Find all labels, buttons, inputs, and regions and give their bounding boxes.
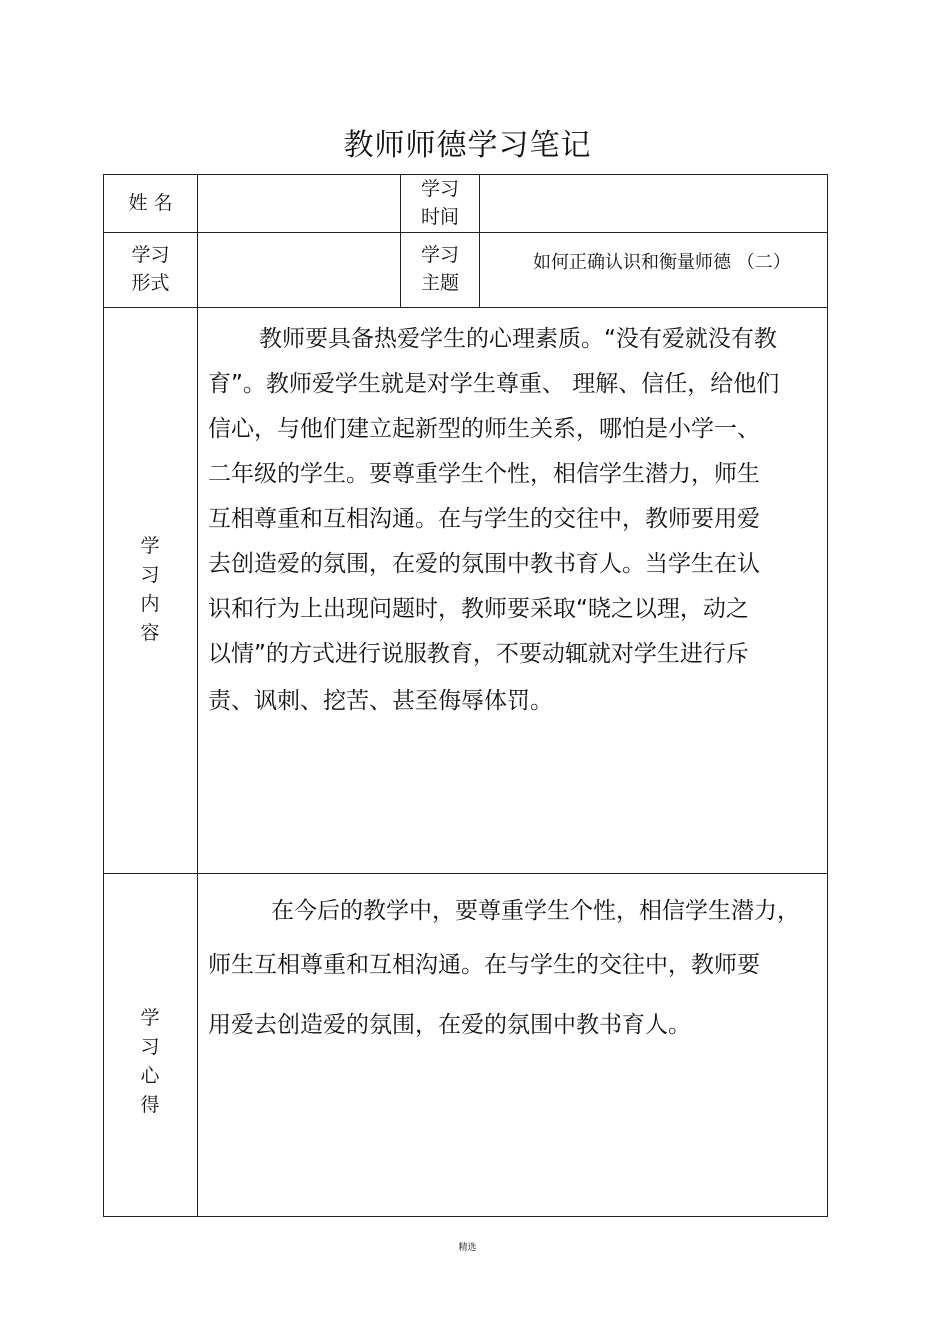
reflection-line: 师生互相尊重和互相沟通。在与学生的交往中，教师要 [208, 952, 760, 978]
study-content-label: 学习内容 [140, 535, 160, 644]
content-line: 识和行为上出现问题时，教师要采取“晓之以理，动之 [208, 596, 749, 622]
content-line: 互相尊重和互相沟通。在与学生的交往中，教师要用爱 [208, 506, 760, 532]
content-line: 二年级的学生。要尊重学生个性，相信学生潜力，师生 [208, 461, 760, 487]
row-divider-1 [103, 232, 828, 233]
study-reflection-label: 学习心得 [140, 1007, 160, 1116]
row-divider-3 [103, 873, 828, 874]
study-topic-label [401, 241, 479, 297]
study-time-label [401, 175, 479, 231]
name-label: 姓 名 [128, 192, 173, 214]
reflection-line: 在今后的教学中，要尊重学生个性，相信学生潜力， [271, 898, 800, 924]
footer-text: 精选 [458, 1243, 477, 1253]
study-time-label-line2: 时间 [420, 206, 459, 228]
study-form-label-line1: 学习 [131, 244, 170, 266]
content-line: 育”。教师爱学生就是对学生尊重、 理解、信任，给他们 [208, 371, 780, 397]
study-form-label [104, 241, 197, 297]
column-divider-label [197, 174, 198, 1217]
content-line: 信心，与他们建立起新型的师生关系，哪怕是小学一、 [208, 416, 760, 442]
content-line: 责、讽刺、挖苦、甚至侮辱体罚。 [208, 688, 553, 714]
column-divider-mid-right [479, 174, 480, 307]
content-line: 教师要具备热爱学生的心理素质。“没有爱就没有教 [259, 326, 777, 352]
reflection-line: 用爱去创造爱的氛围，在爱的氛围中教书育人。 [208, 1012, 691, 1038]
page-title: 教师师德学习笔记 [343, 128, 592, 163]
study-topic-label-line1: 学习 [420, 244, 459, 266]
row-divider-2 [103, 307, 828, 308]
content-line: 去创造爱的氛围，在爱的氛围中教书育人。当学生在认 [208, 551, 760, 577]
study-topic-label-line2: 主题 [420, 272, 459, 294]
study-form-label-line2: 形式 [131, 272, 170, 294]
study-topic-value: 如何正确认识和衡量师德 （二） [533, 252, 791, 273]
study-time-label-line1: 学习 [420, 178, 459, 200]
content-line: 以情”的方式进行说服教育，不要动辄就对学生进行斥 [208, 641, 749, 667]
